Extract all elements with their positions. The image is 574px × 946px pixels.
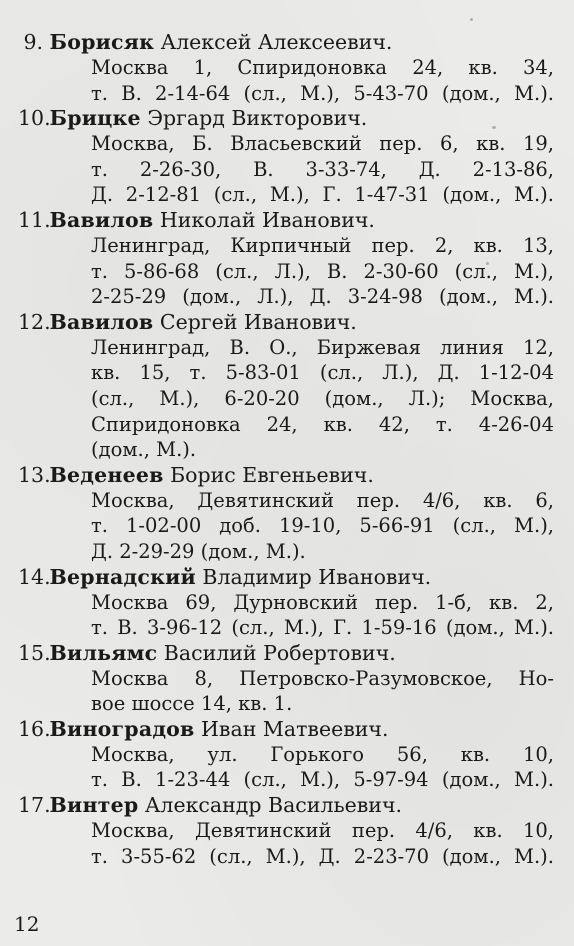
entry-detail-line: т. 2-26-30, В. 3-33-74, Д. 2-13-86, — [91, 157, 554, 181]
entry-heading — [18, 565, 566, 590]
directory-entry — [18, 717, 566, 793]
entry-number: 17. — [18, 793, 51, 818]
entry-heading — [18, 106, 566, 131]
entry-detail-line: т. В. 1-23-44 (сл., М.), 5-97-94 (дом., М.). — [91, 768, 554, 792]
entry-number: 15. — [18, 640, 51, 665]
entry-surname: Виноградов — [49, 716, 195, 741]
entry-detail-line: Москва, Девятинский пер. 4/6, кв. 10, — [91, 819, 554, 843]
entry-heading — [18, 463, 566, 488]
entry-number: 12. — [18, 309, 51, 334]
entry-detail-line: Ленинград, Кирпичный пер. 2, кв. 13, — [91, 233, 554, 257]
entry-detail-line: Москва 8, Петровско-Разумовское, Но- — [91, 666, 554, 690]
entry-details — [91, 818, 566, 869]
entry-detail-line: т. В. 2-14-64 (сл., М.), 5-43-70 (дом., М.). — [91, 81, 554, 105]
entry-detail-line: Москва 69, Дурновский пер. 1-б, кв. 2, — [91, 590, 554, 614]
entry-heading — [18, 641, 566, 666]
entry-detail-line: (дом., М.). — [91, 438, 197, 462]
directory-entries — [18, 30, 566, 869]
entry-surname: Брицке — [49, 106, 141, 131]
entry-detail-line: кв. 15, т. 5-83-01 (сл., Л.), Д. 1-12-04 — [91, 361, 554, 385]
entry-heading — [18, 208, 566, 233]
entry-detail-line: т. В. 3-96-12 (сл., М.), Г. 1-59-16 (дом., М.). — [91, 616, 554, 640]
page-number: 12 — [14, 912, 40, 936]
entry-given-names: Иван Матвеевич. — [201, 716, 389, 741]
entry-detail-line: Москва, ул. Горького 56, кв. 10, — [91, 742, 554, 766]
entry-number: 10. — [18, 106, 51, 131]
entry-surname: Вильямс — [49, 640, 158, 665]
directory-entry — [18, 463, 566, 565]
entry-details — [91, 55, 566, 106]
entry-details — [91, 590, 566, 641]
entry-surname: Винтер — [49, 793, 139, 818]
entry-given-names: Николай Иванович. — [159, 207, 375, 232]
entry-details — [91, 742, 566, 793]
entry-given-names: Владимир Иванович. — [202, 564, 432, 589]
entry-heading — [18, 717, 566, 742]
entry-detail-line: Д. 2-29-29 (дом., М.). — [91, 539, 306, 563]
entry-detail-line: (сл., М.), 6-20-20 (дом., Л.); Москва, — [91, 386, 554, 410]
entry-details — [91, 131, 566, 208]
print-speck — [470, 18, 473, 21]
entry-given-names: Василий Робертович. — [163, 640, 396, 665]
entry-detail-line: 2-25-29 (дом., Л.), Д. 3-24-98 (дом., М.). — [91, 285, 554, 309]
entry-surname: Вавилов — [49, 207, 154, 232]
entry-details — [91, 233, 566, 310]
entry-given-names: Эргард Викторович. — [147, 106, 368, 131]
entry-detail-line: т. 5-86-68 (сл., Л.), В. 2-30-60 (сл., М.), — [91, 259, 554, 283]
entry-detail-line: вое шоссе 14, кв. 1. — [91, 692, 293, 716]
entry-detail-line: Д. 2-12-81 (сл., М.), Г. 1-47-31 (дом., М.). — [91, 183, 554, 207]
entry-detail-line: т. 1-02-00 доб. 19-10, 5-66-91 (сл., М.), — [91, 514, 554, 538]
entry-detail-line: Ленинград, В. О., Биржевая линия 12, — [91, 335, 554, 359]
entry-given-names: Алексей Алексеевич. — [160, 30, 393, 54]
entry-heading — [18, 30, 566, 55]
entry-details — [91, 335, 566, 463]
directory-entry — [18, 641, 566, 717]
entry-surname: Вернадский — [49, 564, 196, 589]
directory-entry — [18, 106, 566, 208]
entry-detail-line: т. 3-55-62 (сл., М.), Д. 2-23-70 (дом., М.). — [91, 844, 554, 868]
directory-entry — [18, 30, 566, 106]
entry-number: 11. — [18, 207, 51, 232]
directory-entry — [18, 793, 566, 869]
entry-detail-line: Спиридоновка 24, кв. 42, т. 4-26-04 — [91, 412, 554, 436]
entry-number: 13. — [18, 462, 51, 487]
entry-detail-line: Москва, Б. Власьевский пер. 6, кв. 19, — [91, 132, 554, 156]
entry-given-names: Борис Евгеньевич. — [170, 462, 374, 487]
entry-details — [91, 666, 566, 717]
entry-heading — [18, 310, 566, 335]
entry-number: 14. — [18, 564, 51, 589]
directory-entry — [18, 565, 566, 641]
entry-details — [91, 488, 566, 565]
entry-number: 9. — [23, 30, 43, 54]
entry-detail-line: Москва 1, Спиридоновка 24, кв. 34, — [91, 56, 554, 79]
entry-given-names: Александр Васильевич. — [144, 793, 403, 818]
entry-detail-line: Москва, Девятинский пер. 4/6, кв. 6, — [91, 488, 554, 512]
directory-entry — [18, 208, 566, 310]
entry-heading — [18, 793, 566, 818]
entry-surname: Вавилов — [49, 309, 154, 334]
directory-entry — [18, 310, 566, 463]
entry-number: 16. — [18, 716, 51, 741]
entry-given-names: Сергей Иванович. — [159, 309, 357, 334]
entry-surname: Веденеев — [49, 462, 164, 487]
entry-surname: Борисяк — [49, 30, 155, 54]
